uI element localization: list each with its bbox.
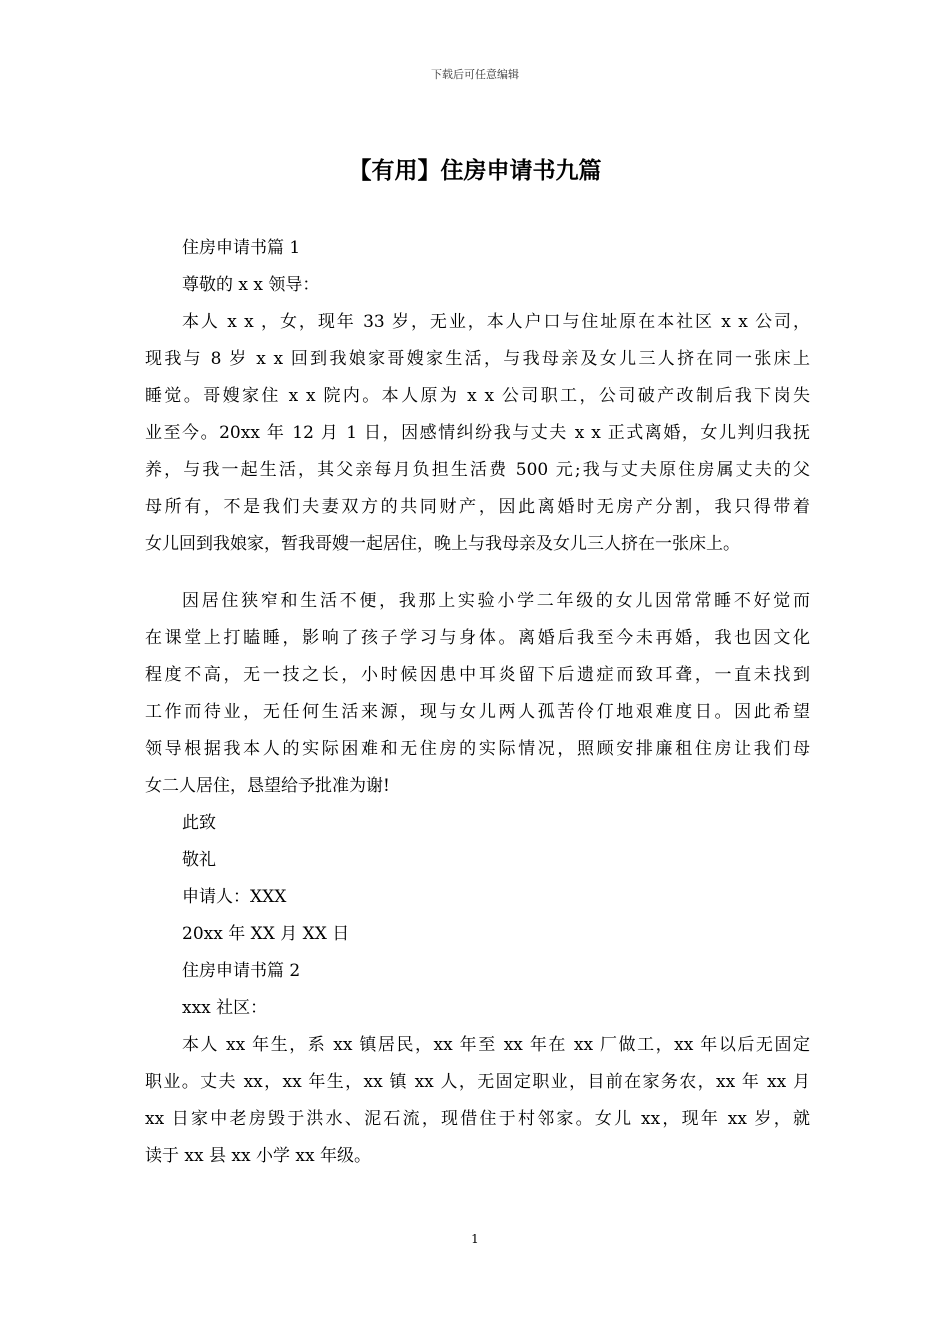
text-line: 现我与 8 岁 x x 回到我娘家哥嫂家生活，与我母亲及女儿三人挤在同一张床上 xyxy=(145,349,810,369)
text-line: 本人 xx 年生，系 xx 镇居民，xx 年至 xx 年在 xx 厂做工，xx 年以后无固定 xyxy=(182,1035,810,1055)
text-line: 申请人：XXX xyxy=(182,887,287,907)
text-line: 领导根据我本人的实际困难和无住房的实际情况，照顾安排廉租住房让我们母 xyxy=(145,739,810,759)
page-header: 下载后可任意编辑 xyxy=(431,68,519,81)
text-line: 工作而待业，无任何生活来源，现与女儿两人孤苦伶仃地艰难度日。因此希望 xyxy=(145,702,810,722)
text-line: 20xx 年 XX 月 XX 日 xyxy=(182,924,350,944)
document-body xyxy=(145,230,810,1175)
text-line: 敬礼 xyxy=(182,850,216,870)
text-line: 因居住狭窄和生活不便，我那上实验小学二年级的女儿因常常睡不好觉而 xyxy=(182,591,810,611)
text-line: 住房申请书篇 1 xyxy=(182,238,301,258)
document-title: 【有用】住房申请书九篇 xyxy=(348,158,602,184)
text-line: 职业。丈夫 xx，xx 年生，xx 镇 xx 人，无固定职业，目前在家务农，xx 年 xx 月 xyxy=(145,1072,810,1092)
text-line: 女二人居住，恳望给予批准为谢! xyxy=(145,776,390,796)
text-line: 母所有，不是我们夫妻双方的共同财产，因此离婚时无房产分割，我只得带着 xyxy=(145,497,810,517)
text-line: 此致 xyxy=(182,813,216,833)
text-line: 业至今。20xx 年 12 月 1 日，因感情纠纷我与丈夫 x x 正式离婚，女儿判归我抚 xyxy=(145,423,810,443)
text-line: 养，与我一起生活，其父亲每月负担生活费 500 元;我与丈夫原住房属丈夫的父 xyxy=(145,460,810,480)
text-line: 尊敬的 x x 领导： xyxy=(182,275,320,295)
text-line: xxx 社区： xyxy=(182,998,268,1018)
text-line: 程度不高，无一技之长，小时候因患中耳炎留下后遗症而致耳聋，一直未找到 xyxy=(145,665,810,685)
text-line: 读于 xx 县 xx 小学 xx 年级。 xyxy=(145,1146,371,1166)
paragraph-gap xyxy=(145,563,810,583)
text-line: 住房申请书篇 2 xyxy=(182,961,301,981)
page-number: 1 xyxy=(471,1232,479,1246)
text-line: 女儿回到我娘家，暂我哥嫂一起居住，晚上与我母亲及女儿三人挤在一张床上。 xyxy=(145,534,740,554)
text-line: xx 日家中老房毁于洪水、泥石流，现借住于村邻家。女儿 xx，现年 xx 岁，就 xyxy=(145,1109,810,1129)
text-line: 本人 x x ，女，现年 33 岁，无业，本人户口与住址原在本社区 x x 公司， xyxy=(182,312,810,332)
text-line: 在课堂上打瞌睡，影响了孩子学习与身体。离婚后我至今未再婚，我也因文化 xyxy=(145,628,810,648)
text-line: 睡觉。哥嫂家住 x x 院内。本人原为 x x 公司职工，公司破产改制后我下岗失 xyxy=(145,386,810,406)
